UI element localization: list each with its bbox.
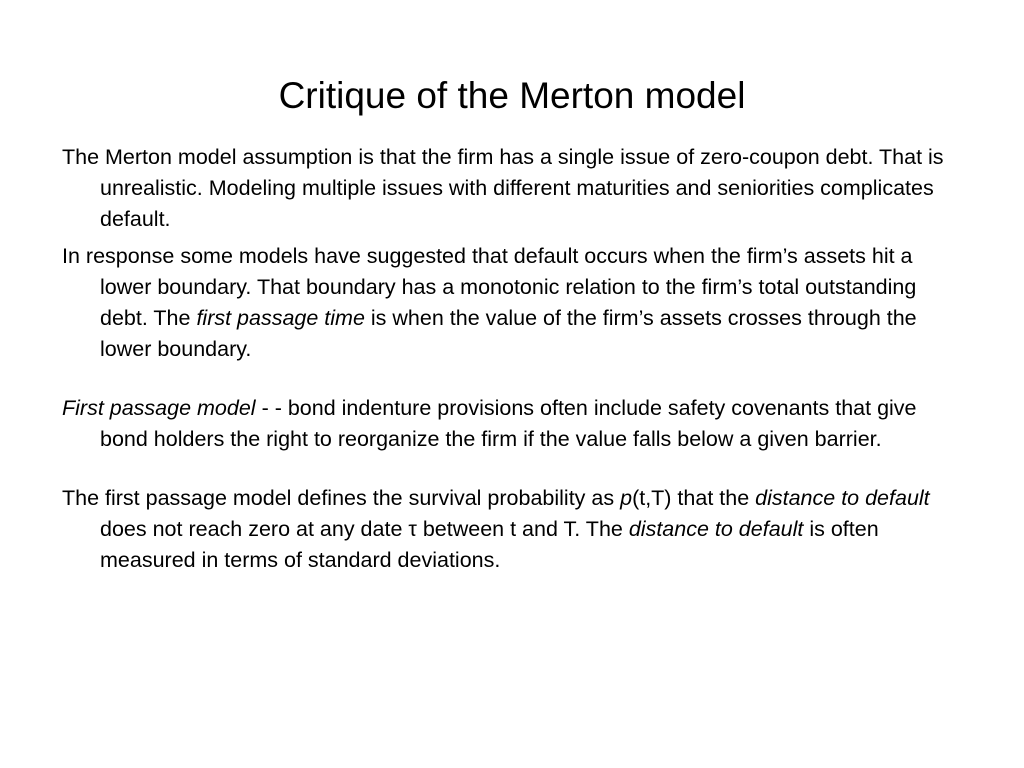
slide-body xyxy=(62,142,967,582)
text-segment: does not reach zero at any date τ between t and T. The xyxy=(100,517,629,541)
text-segment: - - bond indenture provisions often include safety covenants that give bond holders the right to reorganize the firm if the value falls below a given barrier. xyxy=(100,396,917,451)
paragraph-first-passage-model xyxy=(62,393,967,455)
text-segment: is often measured in terms of standard deviations. xyxy=(100,517,879,572)
text-segment: (t,T) that the xyxy=(632,486,756,510)
text-segment: The Merton model assumption is that the firm has a single issue of zero-coupon debt. That is unrealistic. Modeling multiple issues with different maturities and seniorities complicates default. xyxy=(62,145,944,231)
term-p: p xyxy=(620,486,633,510)
term-first-passage-model: First passage model xyxy=(62,396,256,420)
paragraph-single-issue-debt xyxy=(62,142,967,235)
text-segment: In response some models have suggested that default occurs when the firm’s assets hit a lower boundary. That boundary has a monotonic relation to the firm’s total outstanding debt. The xyxy=(62,244,917,330)
text-segment: is when the value of the firm’s assets crosses through the lower boundary. xyxy=(100,306,917,361)
text-segment: The first passage model defines the survival probability as xyxy=(62,486,621,510)
paragraph-lower-boundary xyxy=(62,241,967,365)
term-distance-to-default: distance to default xyxy=(628,517,804,541)
slide-title: Critique of the Merton model xyxy=(278,75,746,116)
paragraph-survival-probability xyxy=(62,483,967,576)
term-distance-to-default: distance to default xyxy=(755,486,930,510)
term-first-passage-time: first passage time xyxy=(196,306,365,330)
